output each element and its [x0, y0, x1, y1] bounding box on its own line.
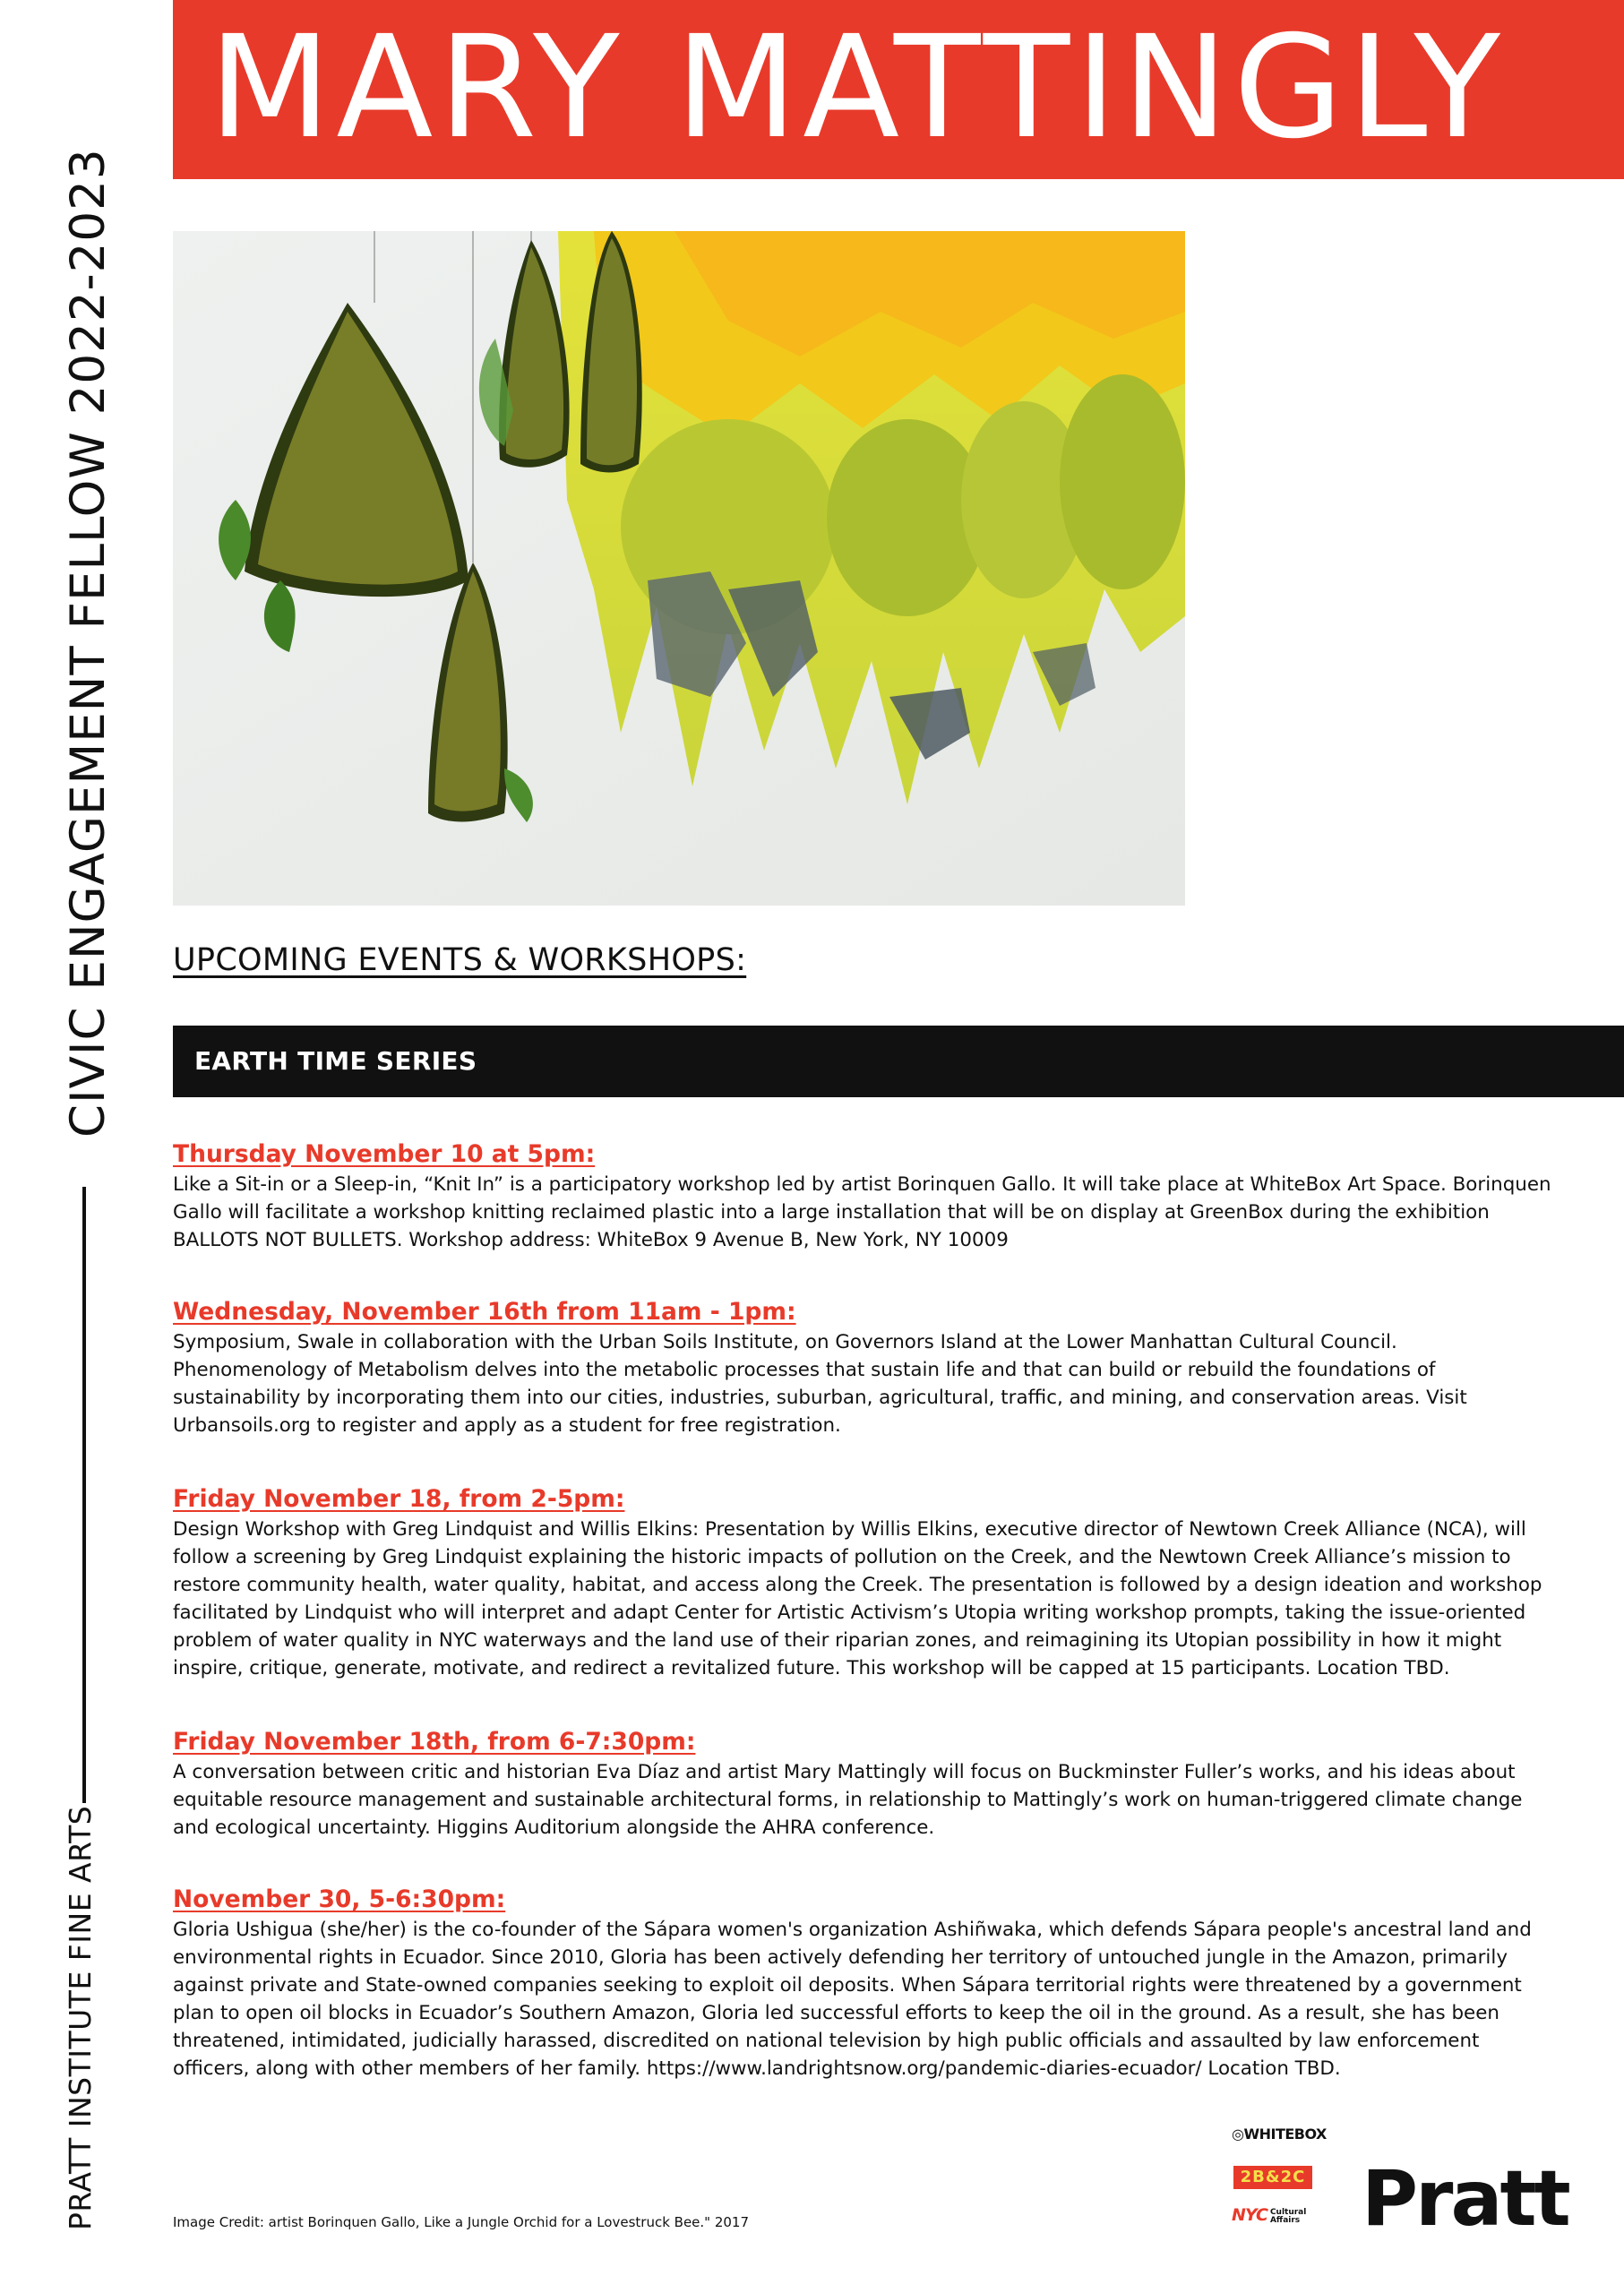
event-description: Design Workshop with Greg Lindquist and Willis Elkins: Presentation by Willis Elkins, executive director of Newtown Creek Alliance (NCA), will follow a screening by Greg Lindquist explaining the historic impacts of pollution on the Creek, and the Newtown Creek Alliance’s mission to restore community health, water quality, habitat, and access along the Creek. The presentation is followed by a design ideation and workshop facilitated by Lindquist who will interpret and adapt Center for Artistic Activism’s Utopia writing workshop prompts, taking the issue-oriented problem of water quality in NYC waterways and the land use of their riparian zones, and reimagining its Utopian possibility in how it might inspire, critique, generate, motivate, and redirect a revitalized future. This workshop will be capped at 15 participants. Location TBD.: [173, 1518, 1542, 1679]
series-bar: [173, 1026, 1624, 1097]
2b2c-logo: 2B&2C: [1233, 2166, 1312, 2189]
sidebar-institution: PRATT INSTITUTE FINE ARTS: [63, 1805, 98, 2230]
event-description: Symposium, Swale in collaboration with the Urban Soils Institute, on Governors Island at the Lower Manhattan Cultural Council. Phenomenology of Metabolism delves into the metabolic processes that sustain life and that can build or rebuild the foundations of sustainability by incorporating them into our cities, industries, suburban, agricultural, traffic, and mining, and conservation areas. Visit Urbansoils.org to register and apply as a student for free registration.: [173, 1331, 1467, 1437]
event-item: [173, 1885, 1552, 2083]
whitebox-logo: ◎WHITEBOX: [1232, 2126, 1327, 2143]
event-date-link[interactable]: November 30, 5-6:30pm:: [173, 1885, 506, 1913]
event-date-link[interactable]: Wednesday, November 16th from 11am - 1pm:: [173, 1298, 796, 1326]
event-description: A conversation between critic and historian Eva Díaz and artist Mary Mattingly will focus on Buckminster Fuller’s works, and his ideas about equitable resource management and sustainable architectural forms, in relationship to Mattingly’s work on human-triggered climate change and ecological uncertainty. Higgins Auditorium alongside the AHRA conference.: [173, 1761, 1523, 1839]
event-date-link[interactable]: Friday November 18th, from 6-7:30pm:: [173, 1728, 696, 1756]
event-date-link[interactable]: Thursday November 10 at 5pm:: [173, 1140, 596, 1168]
nyc-logo-line2: Affairs: [1269, 2215, 1301, 2225]
event-item: [173, 1485, 1552, 1682]
nyc-cultural-affairs-logo: [1232, 2205, 1306, 2225]
page-title: MARY MATTINGLY: [209, 5, 1506, 170]
sidebar-divider: [82, 1187, 86, 1803]
artwork-image: [173, 231, 1185, 906]
event-item: [173, 1728, 1552, 1842]
nyc-logo-mark: NYC: [1232, 2205, 1267, 2225]
image-credit: Image Credit: artist Borinquen Gallo, Like a Jungle Orchid for a Lovestruck Bee." 2017: [173, 2214, 750, 2230]
event-item: [173, 1298, 1552, 1439]
sidebar-fellowship-title: CIVIC ENGAGEMENT FELLOW 2022-2023: [61, 148, 116, 1138]
event-item: [173, 1140, 1552, 1254]
nyc-logo-line1: Cultural: [1269, 2207, 1307, 2217]
event-date-link[interactable]: Friday November 18, from 2-5pm:: [173, 1485, 625, 1513]
event-description: Like a Sit-in or a Sleep-in, “Knit In” is a participatory workshop led by artist Borinquen Gallo. It will take place at WhiteBox Art Space. Borinquen Gallo will facilitate a workshop knitting reclaimed plastic into a large installation that will be on display at GreenBox during the exhibition BALLOTS NOT BULLETS. Workshop address: WhiteBox 9 Avenue B, New York, NY 10009: [173, 1173, 1551, 1251]
header-band: [173, 0, 1624, 179]
pratt-logo: Pratt: [1362, 2154, 1568, 2244]
event-description: Gloria Ushigua (she/her) is the co-founder of the Sápara women's organization Ashiñwaka, which defends Sápara people's ancestral land and environmental rights in Ecuador. Since 2010, Gloria has been actively defending her territory of untouched jungle in the Amazon, primarily against private and State-owned companies seeking to exploit oil deposits. When Sápara territorial rights were threatened by a government plan to open oil blocks in Ecuador’s Southern Amazon, Gloria led successful efforts to keep the oil in the ground. As a result, she has been threatened, intimidated, judicially harassed, discredited on national television by high public officials and assaulted by law enforcement officers, along with other members of her family. https://www.landrightsnow.org/pandemic-diaries-ecuador/ Location TBD.: [173, 1919, 1532, 2080]
upcoming-events-heading: UPCOMING EVENTS & WORKSHOPS:: [173, 942, 747, 978]
series-label: EARTH TIME SERIES: [194, 1046, 477, 1076]
whitebox-logo-text: WHITEBOX: [1243, 2126, 1327, 2143]
